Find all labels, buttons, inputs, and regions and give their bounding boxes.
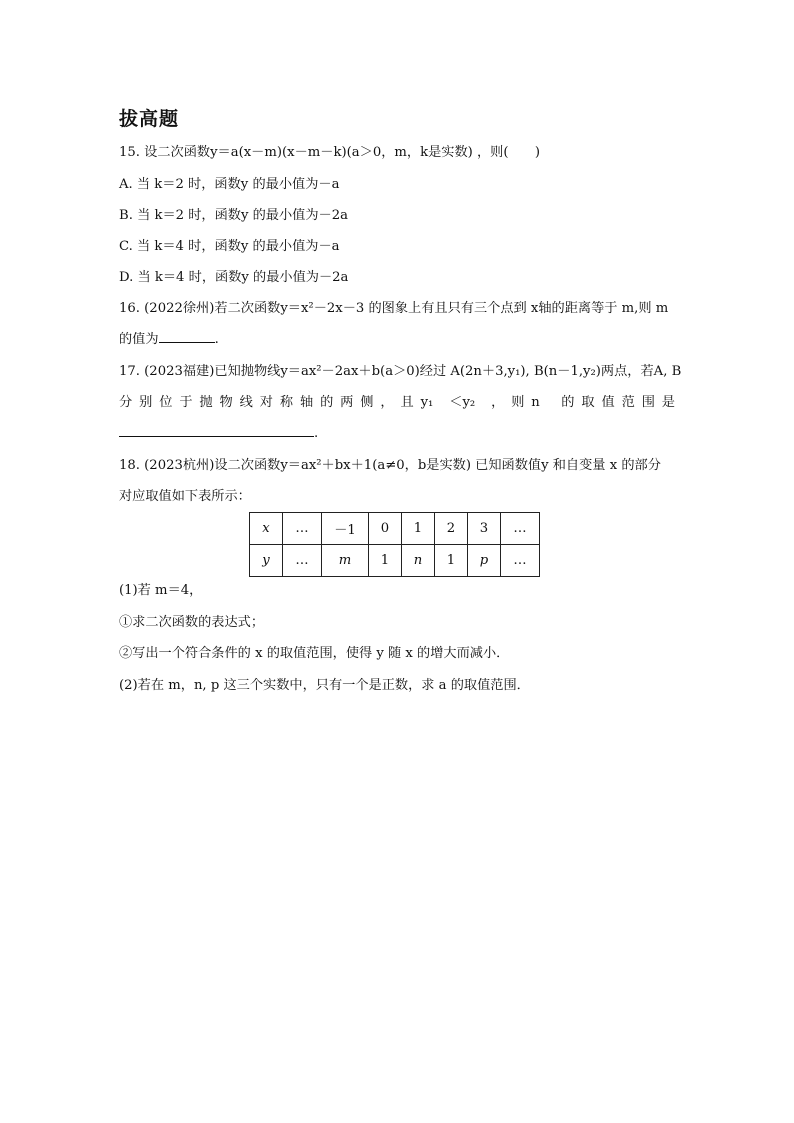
section-title: 拔高题 xyxy=(119,108,180,130)
q18-line1: 18. (2023杭州)设二次函数y＝ax²＋bx＋1(a≠0，b是实数) 已知函数值y 和自变量 x 的部分 xyxy=(119,458,661,473)
q15-option-c: C. 当 k＝4 时，函数y 的最小值为－a xyxy=(119,239,340,254)
answer-blank[interactable] xyxy=(119,424,314,437)
q15-option-b: B. 当 k＝2 时，函数y 的最小值为－2a xyxy=(119,208,348,223)
table-cell: p xyxy=(468,545,501,577)
q15-option-a: A. 当 k＝2 时，函数y 的最小值为－a xyxy=(119,177,340,192)
q15-option-d: D. 当 k＝4 时，函数y 的最小值为－2a xyxy=(119,270,349,285)
table-cell: 3 xyxy=(468,513,501,545)
table-cell: 1 xyxy=(369,545,402,577)
q15-stem: 15. 设二次函数y＝a(x－m)(x－m－k)(a＞0，m，k是实数) ，则( ) xyxy=(119,145,541,160)
q16-suffix: . xyxy=(214,332,219,347)
table-cell: 0 xyxy=(369,513,402,545)
table-cell: 1 xyxy=(402,513,435,545)
table-cell: 2 xyxy=(435,513,468,545)
table-cell: m xyxy=(322,545,369,577)
q16-line1: 16. (2022徐州)若二次函数y＝x²－2x－3 的图象上有且只有三个点到 x轴的距离等于 m,则 m xyxy=(119,301,669,316)
table-cell: … xyxy=(283,545,322,577)
q18-line2: 对应取值如下表所示： xyxy=(119,489,251,504)
table-cell: … xyxy=(501,545,540,577)
table-cell: … xyxy=(501,513,540,545)
table-row-y xyxy=(250,545,540,577)
value-table xyxy=(249,512,540,577)
table-cell: －1 xyxy=(322,513,369,545)
table-row-x xyxy=(250,513,540,545)
q17-suffix: . xyxy=(314,426,319,441)
table-cell: 1 xyxy=(435,545,468,577)
table-cell: x xyxy=(250,513,283,545)
table-cell: y xyxy=(250,545,283,577)
table-cell: n xyxy=(402,545,435,577)
q17-line3 xyxy=(119,424,318,444)
table-cell: … xyxy=(283,513,322,545)
q18-part2: (2)若在 m，n, p 这三个实数中，只有一个是正数，求 a 的取值范围． xyxy=(119,678,530,693)
q16-prefix: 的值为 xyxy=(119,332,159,347)
q17-line1: 17. (2023福建)已知抛物线y＝ax²－2ax＋b(a＞0)经过 A(2n＋3,y₁), B(n－1,y₂)两点，若A, B xyxy=(119,364,682,379)
q18-part1: (1)若 m＝4， xyxy=(119,583,203,598)
q16-line2 xyxy=(119,330,219,350)
q17-line2: 分 别 位 于 抛 物 线 对 称 轴 的 两 侧 ， 且 y₁ ＜y₂ ， 则 n 的 取 值 范 围 是 xyxy=(119,395,675,410)
q18-part1-a: ①求二次函数的表达式； xyxy=(119,615,265,630)
q18-part1-b: ②写出一个符合条件的 x 的取值范围，使得 y 随 x 的增大而减小． xyxy=(119,646,510,661)
answer-blank[interactable] xyxy=(159,330,215,343)
